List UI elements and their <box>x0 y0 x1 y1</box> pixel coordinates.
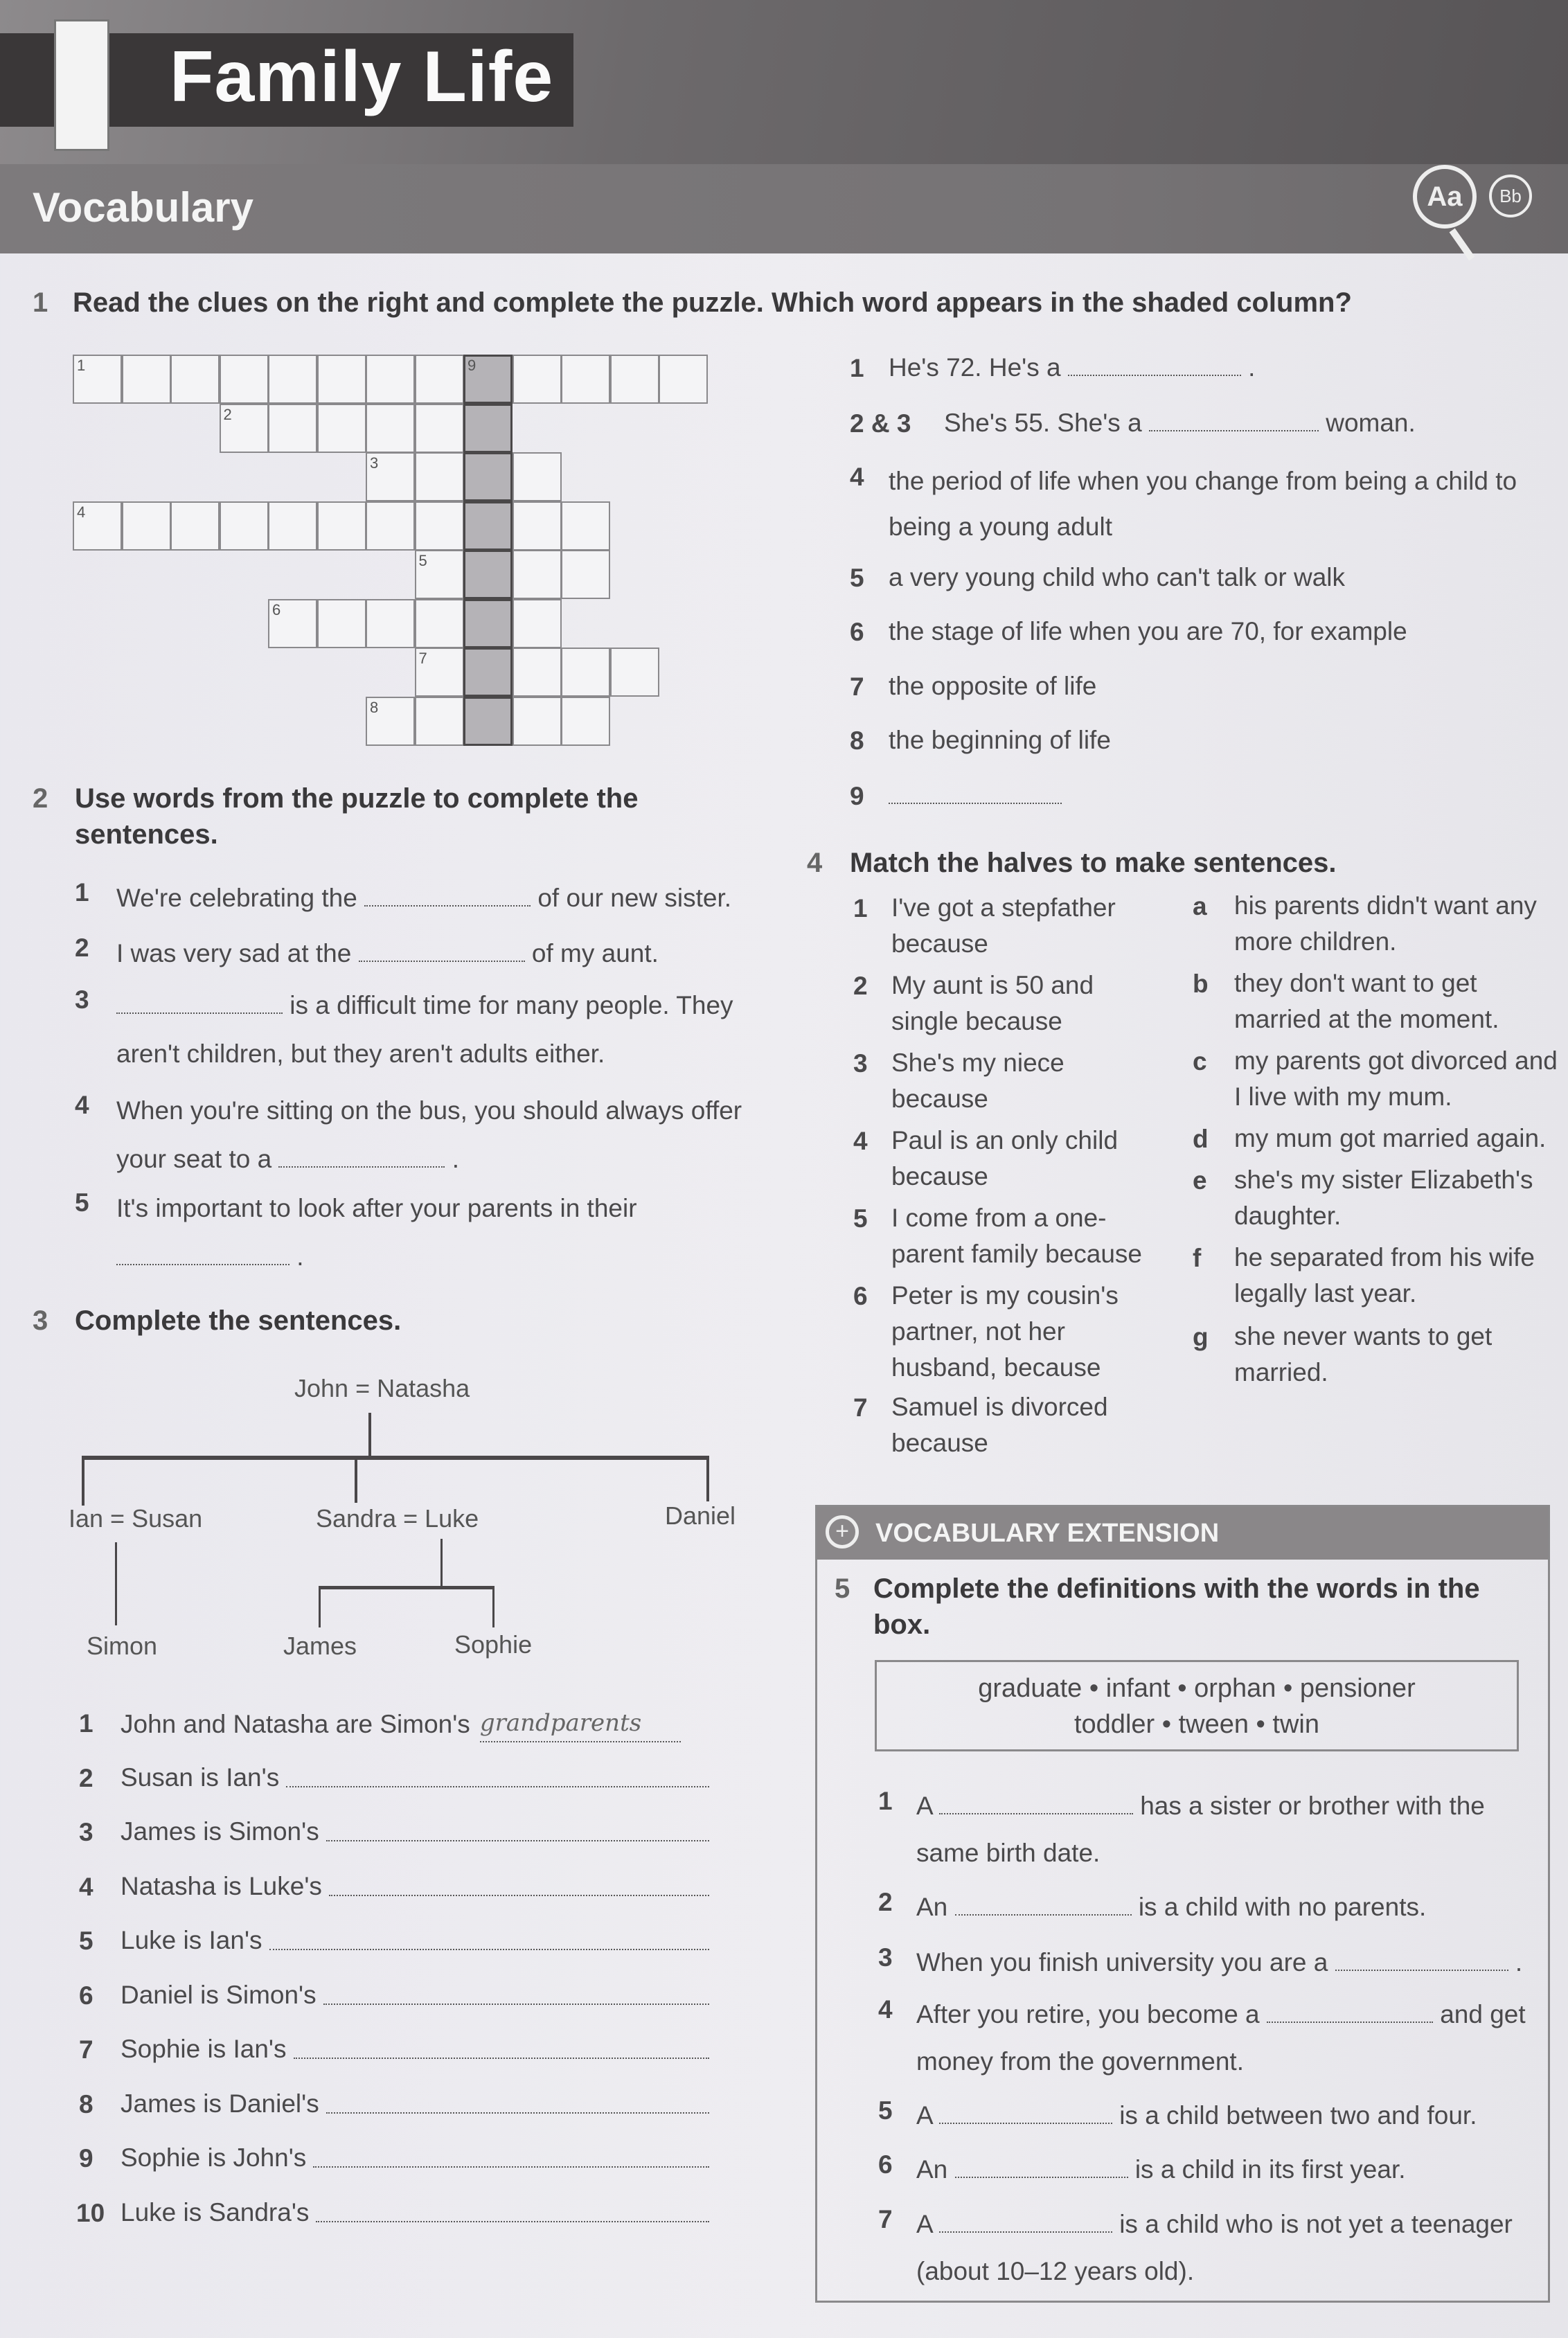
answer-blank[interactable] <box>326 1819 709 1841</box>
ex5-item-number: 4 <box>878 1995 893 2024</box>
crossword-cell[interactable] <box>659 355 708 404</box>
ex2-item <box>116 929 781 978</box>
ex3-item-text: Luke is Sandra's <box>121 2197 310 2227</box>
answer-blank[interactable] <box>316 2200 709 2222</box>
match-right-text: his parents didn't want any more children. <box>1234 891 1537 956</box>
clue-text-span: the stage of life when you are 70, for example <box>889 617 1407 645</box>
crossword-cell[interactable] <box>268 404 317 453</box>
text-before: When you finish university you are a <box>916 1948 1328 1976</box>
match-right-letter: d <box>1193 1125 1209 1153</box>
crossword-cell[interactable] <box>415 452 464 501</box>
ex5-instruction: Complete the definitions with the words in the box. <box>873 1573 1480 1640</box>
clue-number: 4 <box>850 463 864 491</box>
match-left-text: I've got a stepfather because <box>891 893 1116 958</box>
crossword-cell[interactable] <box>463 501 513 551</box>
answer-blank[interactable] <box>116 1243 289 1265</box>
tree-line <box>115 1542 117 1625</box>
clue-number-label: 8 <box>370 698 379 716</box>
match-right-letter: b <box>1193 970 1209 998</box>
match-left-text: She's my niece because <box>891 1048 1064 1113</box>
crossword-cell[interactable] <box>561 501 610 551</box>
answer-blank[interactable] <box>359 940 525 962</box>
text-before: I was very sad at the <box>116 939 352 967</box>
tree-line <box>706 1456 709 1501</box>
crossword-cell[interactable] <box>268 501 317 551</box>
crossword-cell[interactable] <box>366 599 415 648</box>
ex1-instruction: Read the clues on the right and complete the puzzle. Which word appears in the shaded column? <box>73 287 1352 318</box>
tree-line <box>368 1413 371 1458</box>
ex3-item <box>121 2031 709 2067</box>
ex5-item <box>916 1939 1526 1986</box>
crossword-cell[interactable] <box>366 404 415 453</box>
answer-blank[interactable] <box>269 1928 709 1950</box>
clue-number-label: 1 <box>77 357 86 374</box>
clue-number: 2 & 3 <box>850 409 911 438</box>
ex2-item <box>116 874 781 922</box>
ex3-item-number: 8 <box>79 2089 93 2118</box>
ex4-number: 4 <box>807 848 823 878</box>
match-left-number: 1 <box>853 894 868 922</box>
text-after: of my aunt. <box>531 939 659 967</box>
match-right-letter: e <box>1193 1166 1207 1195</box>
text-before: After you retire, you become a <box>916 2000 1260 2028</box>
ex3-item <box>121 1922 709 1958</box>
crossword-cell[interactable] <box>366 355 415 404</box>
text-after: has a sister or brother with the same birth date. <box>916 1792 1485 1867</box>
answer-blank[interactable] <box>116 992 283 1014</box>
word-box-line-2: toddler • tween • twin <box>1073 1710 1319 1739</box>
crossword-cell[interactable] <box>317 404 366 453</box>
text-after: . <box>1248 353 1256 382</box>
crossword-cell[interactable] <box>463 697 513 746</box>
ex3-item-text: Sophie is John's <box>121 2143 307 2172</box>
clue-number-label: 4 <box>77 503 86 521</box>
crossword-cell[interactable] <box>463 404 513 453</box>
text-after: is a child who is not yet a teenager (about 10–12 years old). <box>916 2210 1513 2285</box>
match-right-text: she's my sister Elizabeth's daughter. <box>1234 1166 1533 1230</box>
magnifier-plus-icon: + <box>826 1515 859 1549</box>
tree-grandparents: John = Natasha <box>294 1374 470 1402</box>
text-before: She's 55. She's a <box>944 409 1142 437</box>
ex2-instruction: Use words from the puzzle to complete the sentences. <box>75 783 639 850</box>
ex3-item <box>121 1760 709 1796</box>
ex2-item <box>116 1184 781 1281</box>
ex3-number: 3 <box>33 1305 48 1336</box>
crossword-cell[interactable] <box>317 501 366 551</box>
clue-number-label: 5 <box>418 552 427 569</box>
ex3-item-number: 5 <box>79 1927 93 1955</box>
clue-number: 5 <box>850 564 864 592</box>
match-right-text: they don't want to get married at the moment. <box>1234 969 1499 1033</box>
crossword-cell[interactable] <box>561 697 610 746</box>
match-right-letter: g <box>1193 1323 1209 1351</box>
text-after: of our new sister. <box>537 884 732 912</box>
crossword-cell[interactable] <box>561 648 610 697</box>
ex3-item <box>121 1868 709 1904</box>
clue-text <box>889 778 1526 814</box>
crossword-cell[interactable] <box>220 355 269 404</box>
crossword-cell[interactable] <box>513 355 562 404</box>
ex2-number: 2 <box>33 783 48 814</box>
clue-number-label: 6 <box>272 600 281 618</box>
clue-text-span: the beginning of life <box>889 726 1111 754</box>
clue-number: 8 <box>850 726 864 755</box>
ex3-item <box>121 2195 709 2231</box>
ex2-item <box>116 1087 781 1184</box>
ex3-item <box>121 2140 709 2176</box>
answer-blank[interactable] <box>1267 2001 1433 2023</box>
ex5-number: 5 <box>835 1573 850 1604</box>
match-left-text: I come from a one-parent family because <box>891 1204 1142 1268</box>
match-left-number: 4 <box>853 1127 868 1155</box>
ex1-number: 1 <box>33 287 48 318</box>
ex3-item-number: 3 <box>79 1818 93 1846</box>
ex5-item <box>916 1991 1526 2085</box>
match-left-text: Paul is an only child because <box>891 1126 1119 1190</box>
crossword-cell[interactable] <box>561 550 610 599</box>
ex5-item-number: 3 <box>878 1943 893 1972</box>
tree-simon: Simon <box>87 1632 158 1660</box>
clue-number-label: 9 <box>467 357 476 374</box>
answer-blank[interactable] <box>323 1983 709 2005</box>
crossword-cell[interactable] <box>415 501 464 551</box>
vocabulary-extension-banner: VOCABULARY EXTENSION <box>817 1507 1548 1560</box>
ex3-item-text: Susan is Ian's <box>121 1763 280 1792</box>
ex3-item <box>121 1705 709 1742</box>
answer-blank[interactable] <box>313 2145 709 2168</box>
tree-daniel: Daniel <box>665 1501 736 1530</box>
answer-blank[interactable] <box>329 1874 709 1896</box>
clue-text <box>889 350 1526 386</box>
ex3-item-text: Sophie is Ian's <box>121 2035 287 2063</box>
match-left-number: 2 <box>853 972 868 1000</box>
word-box <box>875 1660 1519 1751</box>
ex3-item-number: 10 <box>76 2198 105 2227</box>
text-after: is a child between two and four. <box>1119 2101 1477 2130</box>
ex2-item-number: 4 <box>75 1091 89 1119</box>
text-before: A <box>916 2101 932 2130</box>
tree-line <box>319 1586 321 1627</box>
answer-blank[interactable] <box>939 2102 1112 2124</box>
answer-blank[interactable] <box>955 2156 1128 2178</box>
clue-text <box>889 560 1526 596</box>
answer-blank[interactable] <box>1068 354 1241 376</box>
clue-text <box>944 405 1568 441</box>
answer-blank[interactable] <box>1149 409 1319 431</box>
clue-text <box>889 722 1526 758</box>
text-after: and get money from the government. <box>916 2000 1526 2076</box>
ex4-instruction: Match the halves to make sentences. <box>850 848 1337 878</box>
text-before: It's important to look after your parents in their <box>116 1194 637 1222</box>
ex5-item-number: 6 <box>878 2150 893 2179</box>
text-before: A <box>916 2210 932 2238</box>
answer-blank[interactable] <box>939 2211 1112 2233</box>
match-left-text: Peter is my cousin's partner, not her husband, because <box>891 1281 1119 1382</box>
crossword-cell[interactable] <box>122 501 171 551</box>
ex3-instruction: Complete the sentences. <box>75 1305 402 1336</box>
ex3-item-text: Natasha is Luke's <box>121 1871 322 1900</box>
tree-line <box>319 1586 495 1589</box>
ex5-item <box>916 2092 1526 2139</box>
crossword-cell[interactable] <box>415 355 464 404</box>
clue-number: 1 <box>850 354 864 382</box>
answer-blank[interactable] <box>294 2037 710 2059</box>
crossword-cell[interactable] <box>317 355 366 404</box>
text-before: When you're sitting on the bus, you should always offer your seat to a <box>116 1096 742 1173</box>
crossword-cell[interactable] <box>513 648 562 697</box>
crossword-cell[interactable] <box>415 697 464 746</box>
crossword-cell[interactable] <box>220 501 269 551</box>
clue-number-label: 7 <box>418 650 427 667</box>
match-right-text: my parents got divorced and I live with my mum. <box>1234 1046 1558 1111</box>
crossword-cell[interactable] <box>513 599 562 648</box>
tree-sandra-luke: Sandra = Luke <box>316 1504 479 1533</box>
text-before: An <box>916 1893 948 1921</box>
answer-blank[interactable] <box>286 1765 709 1787</box>
answer-blank[interactable] <box>278 1145 445 1168</box>
crossword-cell[interactable] <box>463 599 513 648</box>
crossword-cell[interactable] <box>513 501 562 551</box>
ex5-item <box>916 2146 1526 2193</box>
tree-line <box>492 1586 495 1627</box>
tree-ian-susan: Ian = Susan <box>69 1504 203 1533</box>
ex5-item-number: 5 <box>878 2096 893 2125</box>
match-left-number: 7 <box>853 1393 868 1422</box>
text-before: He's 72. He's a <box>889 353 1061 382</box>
match-right-letter: a <box>1193 892 1207 920</box>
ex5-item <box>916 2201 1526 2295</box>
section-title: Vocabulary <box>33 184 254 231</box>
clue-number-label: 3 <box>370 454 379 472</box>
tree-sophie: Sophie <box>454 1630 533 1659</box>
clue-text-span: the period of life when you change from being a child to being a young adult <box>889 467 1517 541</box>
text-before: We're celebrating the <box>116 884 357 912</box>
match-left-number: 3 <box>853 1049 868 1078</box>
ex3-item-number: 6 <box>79 1981 93 2010</box>
text-after: is a child in its first year. <box>1134 2155 1406 2184</box>
ex2-item <box>116 981 781 1078</box>
clue-number: 7 <box>850 672 864 701</box>
answer-blank[interactable] <box>955 1893 1132 1916</box>
crossword-cell[interactable] <box>415 404 464 453</box>
ex3-item-text: James is Daniel's <box>121 2089 319 2118</box>
clue-text <box>889 458 1526 550</box>
chapter-title: Family Life <box>170 37 554 117</box>
answer-blank[interactable] <box>326 2091 709 2114</box>
text-after: woman. <box>1326 409 1416 437</box>
crossword-cell[interactable] <box>170 501 220 551</box>
crossword-cell[interactable] <box>317 599 366 648</box>
crossword-cell[interactable] <box>122 355 171 404</box>
crossword-cell[interactable] <box>513 697 562 746</box>
match-left-text: Samuel is divorced because <box>891 1393 1108 1457</box>
crossword-cell[interactable] <box>463 550 513 599</box>
text-after: . <box>296 1242 304 1271</box>
answer-blank[interactable] <box>939 1792 1133 1814</box>
crossword-cell[interactable] <box>463 452 513 501</box>
match-left-number: 5 <box>853 1204 868 1233</box>
ex2-item-number: 5 <box>75 1188 89 1217</box>
crossword-cell[interactable] <box>463 648 513 697</box>
ex3-item <box>121 1814 709 1850</box>
ex3-item-number: 2 <box>79 1763 93 1792</box>
crossword-cell[interactable] <box>268 355 317 404</box>
crossword-cell[interactable] <box>366 501 415 551</box>
crossword-cell[interactable] <box>513 452 562 501</box>
ex5-item <box>916 1783 1526 1877</box>
clue-number: 9 <box>850 782 864 810</box>
ex3-item <box>121 2086 709 2122</box>
ex3-item-text: James is Simon's <box>121 1817 319 1846</box>
match-right-text: he separated from his wife legally last year. <box>1234 1243 1535 1308</box>
tree-line <box>355 1456 357 1503</box>
ex3-item-number: 4 <box>79 1872 93 1901</box>
match-right-text: she never wants to get married. <box>1234 1322 1493 1386</box>
crossword-cell[interactable] <box>513 550 562 599</box>
match-right-letter: c <box>1193 1047 1207 1076</box>
answer-blank[interactable] <box>889 782 1062 804</box>
clue-number-label: 2 <box>223 405 232 423</box>
unit-number-graphic <box>54 19 109 151</box>
ex5-item <box>916 1884 1526 1931</box>
ex5-item-number: 2 <box>878 1888 893 1916</box>
match-left-number: 6 <box>853 1282 868 1310</box>
text-after: . <box>1515 1948 1523 1976</box>
text-before: A <box>916 1792 932 1820</box>
clue-text-span: the opposite of life <box>889 672 1097 700</box>
clue-text <box>889 614 1526 650</box>
tree-line <box>440 1539 443 1589</box>
ex3-item <box>121 1977 709 2013</box>
ex3-item-text: Luke is Ian's <box>121 1926 262 1954</box>
clue-text-span: a very young child who can't talk or walk <box>889 563 1345 591</box>
answer-blank[interactable] <box>1335 1949 1508 1971</box>
ex2-item-number: 3 <box>75 985 89 1014</box>
ex2-item-number: 1 <box>75 878 89 907</box>
text-after: . <box>452 1145 460 1173</box>
vocabulary-magnifier-icon: Aa <box>1413 165 1477 229</box>
tree-james: James <box>283 1632 357 1660</box>
crossword-cell[interactable] <box>610 355 659 404</box>
tree-line <box>82 1456 709 1460</box>
ex3-item-text: John and Natasha are Simon's <box>121 1710 470 1738</box>
match-right-text: my mum got married again. <box>1234 1124 1547 1152</box>
crossword-grid[interactable] <box>73 355 710 749</box>
text-after: is a difficult time for many people. They aren't children, but they aren't adults either. <box>116 991 733 1068</box>
crossword-cell[interactable] <box>415 599 464 648</box>
ex3-item-number: 1 <box>79 1709 93 1738</box>
clue-text <box>889 668 1526 704</box>
crossword-cell[interactable] <box>561 355 610 404</box>
ex5-item-number: 7 <box>878 2205 893 2233</box>
text-after: is a child with no parents. <box>1138 1893 1427 1921</box>
ex2-item-number: 2 <box>75 934 89 962</box>
ex3-item-text: Daniel is Simon's <box>121 1980 317 2009</box>
text-before: An <box>916 2155 948 2184</box>
crossword-cell[interactable] <box>610 648 659 697</box>
word-box-line-1: graduate • infant • orphan • pensioner <box>978 1674 1416 1703</box>
match-right-letter: f <box>1193 1244 1202 1272</box>
answer-blank[interactable] <box>364 884 531 907</box>
crossword-cell[interactable] <box>170 355 220 404</box>
tree-line <box>82 1456 84 1506</box>
match-left-text: My aunt is 50 and single because <box>891 971 1094 1035</box>
ex5-item-number: 1 <box>878 1787 893 1815</box>
vocabulary-bb-icon: Bb <box>1489 175 1532 217</box>
ex3-item-number: 9 <box>79 2144 93 2172</box>
ex3-item-number: 7 <box>79 2035 93 2064</box>
answer-handwritten[interactable]: grandparents <box>480 1705 681 1742</box>
clue-number: 6 <box>850 618 864 646</box>
